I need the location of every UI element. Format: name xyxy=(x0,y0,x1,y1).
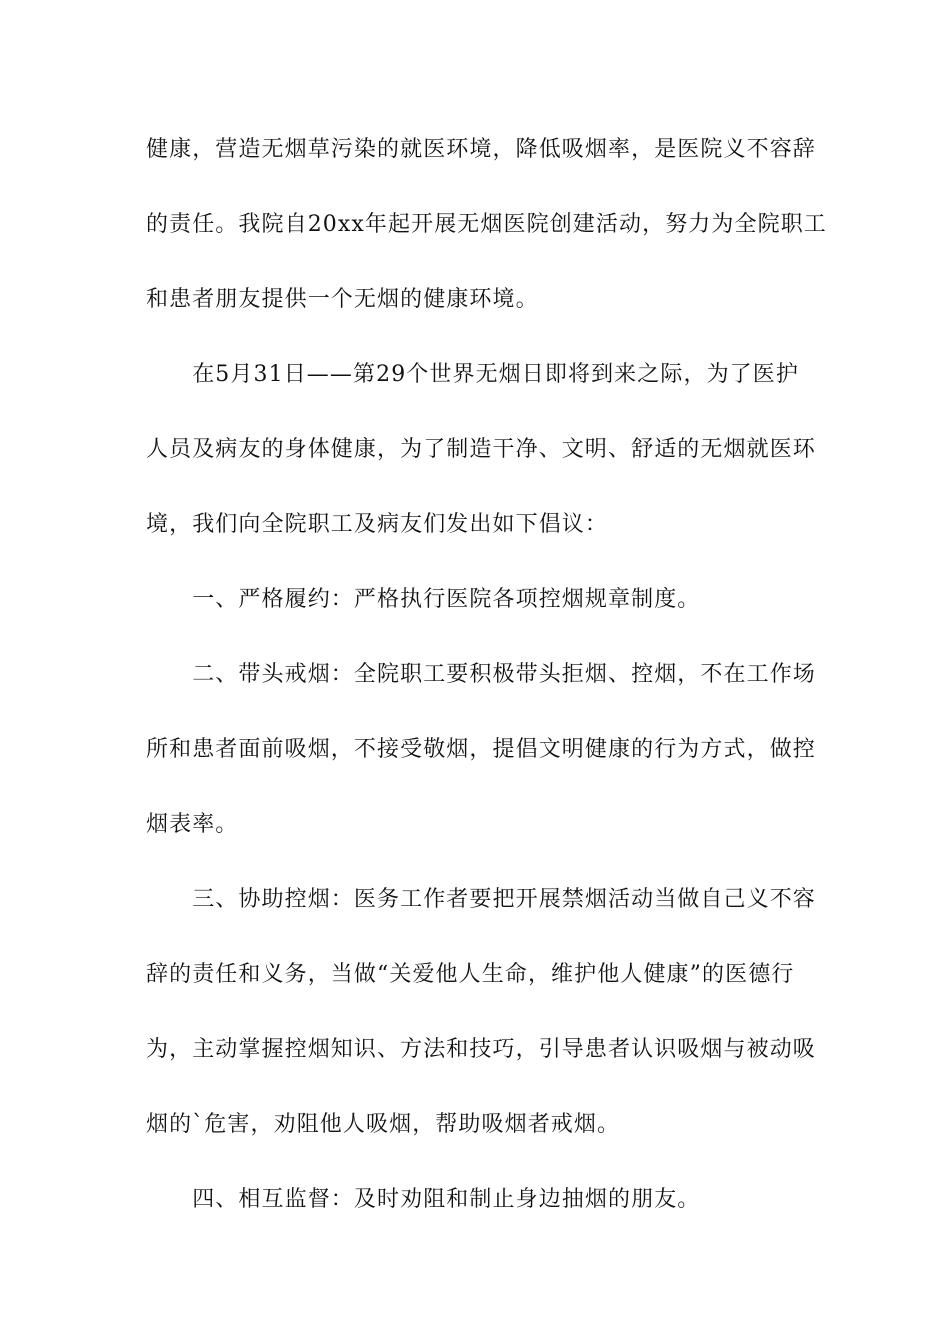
paragraph-1-line-1: 健康，营造无烟草污染的就医环境，降低吸烟率，是医院义不容辞 xyxy=(146,137,816,162)
paragraph-2-line-2: 人员及病友的身体健康，为了制造干净、文明、舒适的无烟就医环 xyxy=(146,437,816,462)
paragraph-2-line-3: 境，我们向全院职工及病友们发出如下倡议： xyxy=(146,512,609,537)
paragraph-4-line-3: 烟表率。 xyxy=(146,812,239,837)
paragraph-3-line-1: 一、严格履约：严格执行医院各项控烟规章制度。 xyxy=(146,587,701,612)
paragraph-5-line-4: 烟的`危害，劝阻他人吸烟，帮助吸烟者戒烟。 xyxy=(146,1112,621,1137)
document-body xyxy=(146,131,827,1219)
paragraph-5-line-2: 辞的责任和义务，当做“关爱他人生命，维护他人健康”的医德行 xyxy=(146,962,795,987)
paragraph-4-line-1: 二、带头戒烟：全院职工要积极带头拒烟、控烟，不在工作场 xyxy=(146,662,816,687)
paragraph-5-line-1: 三、协助控烟：医务工作者要把开展禁烟活动当做自己义不容 xyxy=(146,887,816,912)
paragraph-4-line-2: 所和患者面前吸烟，不接受敬烟，提倡文明健康的行为方式，做控 xyxy=(146,737,816,762)
paragraph-1-line-2: 的责任。我院自20xx年起开展无烟医院创建活动，努力为全院职工 xyxy=(146,212,827,237)
paragraph-2-line-1: 在5月31日——第29个世界无烟日即将到来之际，为了医护 xyxy=(146,362,799,387)
paragraph-1-line-3: 和患者朋友提供一个无烟的健康环境。 xyxy=(146,287,539,312)
paragraph-6-line-1: 四、相互监督：及时劝阻和制止身边抽烟的朋友。 xyxy=(146,1187,701,1212)
paragraph-5-line-3: 为，主动掌握控烟知识、方法和技巧，引导患者认识吸烟与被动吸 xyxy=(146,1037,816,1062)
